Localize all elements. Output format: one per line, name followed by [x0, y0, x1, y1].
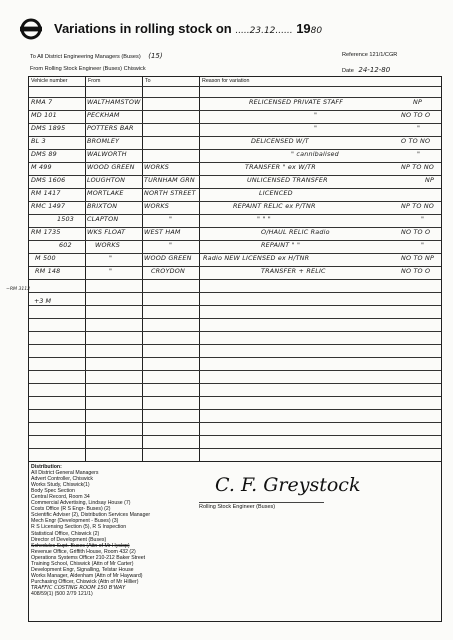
table-row-0-reason: RELICENSED PRIVATE STAFF: [249, 98, 344, 106]
table-row-12-to: WOOD GREEN: [144, 254, 192, 262]
london-transport-roundel-logo: [20, 18, 42, 40]
table-row-11-from: WORKS: [95, 241, 121, 249]
table-row-8-reason: REPAINT RELIC ex P/TNR: [233, 202, 316, 210]
signature-role: Rolling Stock Engineer (Buses): [199, 504, 276, 510]
table-row-4-vehicle: DMS 89: [31, 150, 57, 158]
distribution-line: Development Engr, Signalling, Telstar House: [31, 566, 134, 573]
table-row-5-from: WOOD GREEN: [87, 163, 135, 171]
distribution-heading: Distribution:: [31, 464, 62, 470]
table-row-8-to: WORKS: [144, 202, 170, 210]
table-row-13-reason: TRANSFER + RELIC: [261, 267, 326, 275]
distribution-line: Statistical Office, Chiswick (2): [31, 530, 100, 537]
table-row-11-vehicle: 602: [59, 241, 72, 249]
table-row-1-action: NO TO O: [401, 111, 431, 119]
table-row-6-from: LOUGHTON: [87, 176, 126, 184]
table-row-6-action: NP: [425, 176, 435, 184]
variations-table: [28, 76, 442, 462]
table-row-7-vehicle: RM 1417: [31, 189, 61, 197]
date-value: 24-12-80: [358, 66, 391, 74]
table-row-0-action: NP: [413, 98, 423, 106]
table-row-9-action: ": [421, 215, 425, 223]
margin-note-added: +3 M: [34, 297, 51, 305]
table-row-4-action: ": [417, 150, 421, 158]
table-row-3-reason: DELICENSED W/T: [251, 137, 309, 145]
table-row-10-reason: O/HAUL RELIC Radio: [261, 228, 330, 236]
table-row-12-action: NO TO NP: [401, 254, 435, 262]
table-row-2-action: ": [417, 124, 421, 132]
title-year: 80: [310, 26, 323, 36]
distribution-line: Scientific Adviser (2), Distribution Services Manager: [31, 512, 151, 519]
distribution-line: Works Study, Chiswick(1): [31, 482, 90, 489]
table-row-9-to: ": [169, 215, 173, 223]
form-header: [20, 18, 440, 40]
distribution-line: Works Manager, Aldenham (Attn of Mr Hayward): [31, 572, 143, 579]
table-row-8-action: NP TO NO: [401, 202, 435, 210]
print-reference: 408/59(1) (500 2/79 121/1): [31, 590, 93, 597]
distribution-line: All District General Managers: [31, 470, 99, 477]
distribution-line-handwritten: TRAFFIC COSTING ROOM 150 B'WAY: [31, 584, 126, 591]
table-row-2-from: POTTERS BAR: [87, 124, 134, 132]
distribution-line: Central Record, Room 34: [31, 494, 90, 501]
table-row-5-to: WORKS: [144, 163, 170, 171]
table-row-2-vehicle: DMS 1895: [31, 124, 66, 132]
to-note: (15): [148, 52, 163, 60]
distribution-signature-section: [28, 462, 442, 622]
table-row-13-action: NO TO O: [401, 267, 431, 275]
form-title: Variations in rolling stock on .....23.12...... 1980: [54, 21, 323, 36]
table-row-13-to: CROYDON: [151, 267, 185, 275]
signature-line: [199, 502, 324, 503]
table-row-11-reason: REPAINT " ": [261, 241, 301, 249]
table-row-5-action: NP TO NO: [401, 163, 435, 171]
table-row-9-vehicle: 1503: [57, 215, 75, 223]
table-row-5-vehicle: M 499: [31, 163, 52, 171]
distribution-line: Director of Development (Buses): [31, 536, 107, 543]
table-row-3-action: O TO NO: [401, 137, 431, 145]
table-row-11-to: ": [169, 241, 173, 249]
reference: Reference 121/1/CGR: [342, 52, 398, 58]
table-row-7-to: NORTH STREET: [144, 189, 196, 197]
distribution-line: Advert Controller, Chiswick: [31, 476, 93, 483]
table-row-1-reason: ": [314, 111, 318, 119]
column-header-reason: Reason for variation: [202, 78, 250, 84]
table-row-5-reason: TRANSFER " ex W/TR: [245, 163, 316, 171]
column-header-vehicle: Vehicle number: [31, 78, 68, 84]
table-row-12-vehicle: M 500: [35, 254, 56, 262]
table-row-9-reason: " " ": [257, 215, 271, 223]
distribution-line-struck: Schedules Supt.-Buses (Attn of Mr Hyslop): [31, 542, 130, 549]
table-row-12-from: ": [109, 254, 113, 262]
distribution-line: Training School, Chiswick (Attn of Mr Carter): [31, 560, 134, 567]
table-row-10-vehicle: RM 1735: [31, 228, 61, 236]
table-row-0-from: WALTHAMSTOW: [87, 98, 141, 106]
table-row-1-vehicle: MD 101: [31, 111, 57, 119]
table-row-0-vehicle: RMA 7: [31, 98, 53, 106]
table-row-7-reason: LICENCED: [259, 189, 293, 197]
table-row-10-from: WKS FLOAT: [87, 228, 126, 236]
table-row-7-from: MORTLAKE: [87, 189, 124, 197]
to-line: To All District Engineering Managers (Buses) (15): [30, 52, 163, 60]
table-row-6-to: TURNHAM GRN: [144, 176, 195, 184]
table-row-13-from: ": [109, 267, 113, 275]
distribution-line: Commercial Advertising, Lindsay House (7): [31, 500, 131, 507]
table-row-9-from: CLAPTON: [87, 215, 119, 223]
column-header-from: From: [88, 78, 101, 84]
table-row-11-action: ": [421, 241, 425, 249]
table-row-6-reason: UNLICENSED TRANSFER: [247, 176, 328, 184]
distribution-line: R S Licensing Section (5), R S Inspection: [31, 524, 127, 531]
distribution-line: Mech Engr (Development - Buses) (3): [31, 518, 119, 525]
distribution-line: Costs Office (R S Engr- Buses) (2): [31, 506, 111, 513]
distribution-list: [31, 464, 150, 597]
table-row-2-reason: ": [314, 124, 318, 132]
distribution-line: Purchasing Officer, Chiswick (Attn of Mr Hillier): [31, 578, 139, 585]
table-row-12-reason: Radio NEW LICENSED ex H/TNR: [203, 254, 310, 262]
table-row-3-vehicle: BL 3: [31, 137, 46, 145]
from-line: From Rolling Stock Engineer (Buses) Chiswick: [30, 66, 146, 72]
table-row-4-reason: " cannibalised: [291, 150, 339, 158]
table-row-3-from: BROMLEY: [87, 137, 120, 145]
margin-note-removed: −RM 3112: [6, 287, 31, 292]
table-row-8-from: BRIXTON: [87, 202, 118, 210]
table-row-4-from: WALWORTH: [87, 150, 127, 158]
table-row-13-vehicle: RM 148: [35, 267, 61, 275]
table-row-6-vehicle: DMS 1606: [31, 176, 66, 184]
table-row-1-from: PECKHAM: [87, 111, 120, 119]
title-date: .....23.12......: [235, 26, 293, 36]
signature: C. F. Greystock: [215, 474, 361, 496]
table-row-10-action: NO TO O: [401, 228, 431, 236]
column-header-to: To: [145, 78, 151, 84]
distribution-line: Body Spec Section: [31, 488, 75, 495]
distribution-line: Revenue Office, Griffith House, Room 432 (2): [31, 548, 136, 555]
table-row-8-vehicle: RMC 1497: [31, 202, 66, 210]
date-field: Date 24-12-80: [342, 66, 391, 74]
table-row-10-to: WEST HAM: [144, 228, 181, 236]
distribution-line: Operations Systems Officer 210-212 Baker Street: [31, 554, 146, 561]
